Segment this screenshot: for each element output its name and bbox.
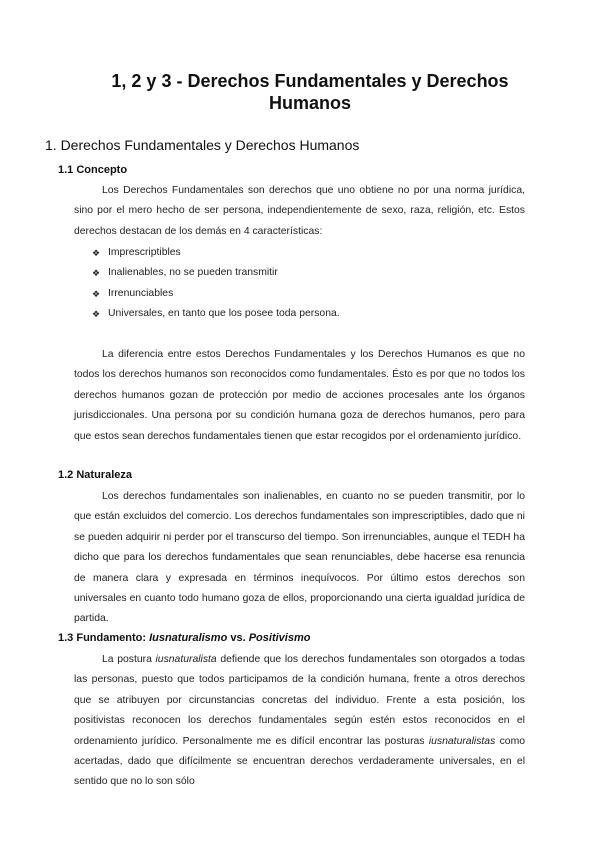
characteristics-list (92, 243, 340, 325)
paragraph-concepto-text: Los Derechos Fundamentales son derechos que uno obtiene no por una norma jurídica, sino por el mero hecho de ser persona, independientemente de sexo, raza, religión, etc. Estos derechos destacan de los demás en 4 características: (74, 185, 525, 237)
list-item: ❖ Universales, en tanto que los posee toda persona. (92, 304, 340, 324)
diamond-bullet-icon: ❖ (92, 248, 101, 258)
paragraph-concepto (74, 181, 525, 242)
paragraph-diferencia-text: La diferencia entre estos Derechos Fundamentales y los Derechos Humanos es que no todos los derechos humanos son reconocidos como fundamentales. Ésto es por que no todos los derechos humanos gozan de protección por medio de acciones procesales ante los órganos jurisdiccionales. Una persona por su condición humana goza de derechos humanos, pero para que estos sean derechos fundamentales tienen que estar recogidos por el ordenamiento jurídico. (74, 349, 525, 442)
subsection-heading-naturaleza: 1.2 Naturaleza (58, 469, 132, 481)
diamond-bullet-icon: ❖ (92, 288, 101, 299)
diamond-bullet-icon: ❖ (92, 268, 101, 279)
paragraph-naturaleza-text: Los derechos fundamentales son inalienables, en cuanto no se pueden transmitir, por lo que están excluidos del comercio. Los derechos fundamentales son imprescriptibles, dado que ni se pueden adquirir ni perder por el transcurso del tiempo. Son irrenunciables, aunque el TEDH ha dicho que para los derechos fundamentales que sean renunciables, debe hacerse esa renuncia de manera clara y expresada en términos inequívocos. Por último estos derechos son universales en cuanto todo humano goza de ellos, proporcionando una cierta igualdad jurídica de partida. (74, 491, 525, 625)
section-heading-1: 1. Derechos Fundamentales y Derechos Humanos (45, 137, 360, 153)
list-item: ❖ Inalienables, no se pueden transmitir (92, 263, 340, 283)
paragraph-naturaleza (74, 487, 525, 630)
paragraph-diferencia (74, 345, 525, 447)
diamond-bullet-icon: ❖ (92, 309, 101, 320)
document-title: 1, 2 y 3 - Derechos Fundamentales y Derechos Humanos (111, 71, 509, 113)
subsection-heading-concepto: 1.1 Concepto (58, 164, 128, 176)
subsection-heading-fundamento: 1.3 Fundamento: Iusnaturalismo vs. Positivismo (58, 632, 311, 644)
paragraph-fundamento: La postura iusnaturalista defiende que los derechos fundamentales son otorgados a todas las personas, puesto que todos participamos de la condición humana, frente a otros derechos que se atribuyen por circunstancias concretas del individuo. Frente a esta posición, los positivistas reconocen los derechos fundamentales según estén estos reconocidos en el ordenamiento jurídico. Personalmente me es difícil encontrar las posturas iusnaturalistas como acertadas, dado que difícilmente se encuentran derechos verdaderamente universales, en el sentido que no lo son sólo (74, 654, 525, 788)
list-item: ❖ Imprescriptibles (92, 243, 340, 263)
list-item: ❖ Irrenunciables (92, 284, 340, 304)
